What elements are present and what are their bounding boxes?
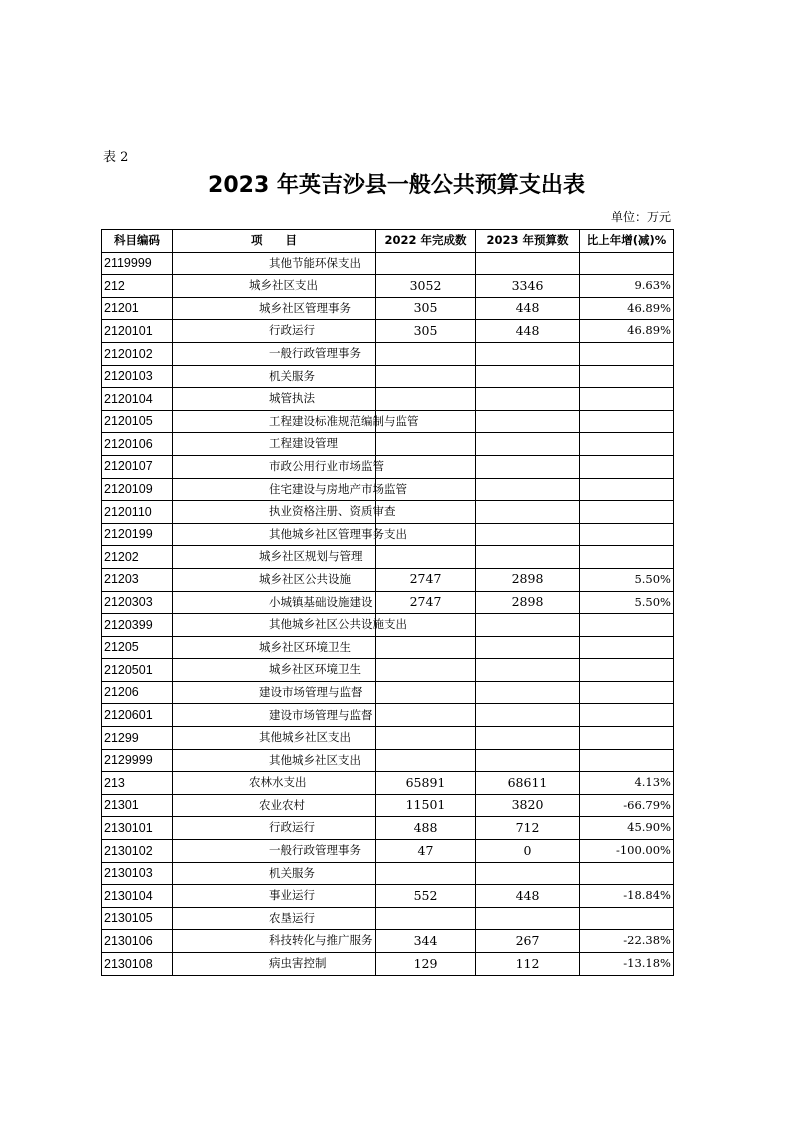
subject-code-cell: 21203 (102, 568, 173, 591)
table-row (102, 591, 674, 614)
item-name-cell: 其他城乡社区支出 (173, 727, 376, 750)
change-percent-cell (580, 388, 674, 411)
subject-code-cell: 21299 (102, 727, 173, 750)
change-percent-cell (580, 749, 674, 772)
budget-2023-cell (476, 478, 580, 501)
change-percent-cell: -100.00% (580, 840, 674, 863)
table-row (102, 907, 674, 930)
item-name-cell: 机关服务 (173, 862, 376, 885)
table-row (102, 749, 674, 772)
subject-code-cell: 2130103 (102, 862, 173, 885)
item-name-cell: 行政运行 (173, 817, 376, 840)
table-row (102, 320, 674, 343)
budget-2023-cell (476, 546, 580, 569)
change-percent-cell (580, 410, 674, 433)
change-percent-cell (580, 704, 674, 727)
change-percent-cell: 46.89% (580, 320, 674, 343)
table-row (102, 275, 674, 298)
subject-code-cell: 2120501 (102, 659, 173, 682)
subject-code-cell: 2120399 (102, 614, 173, 637)
budget-2023-cell (476, 704, 580, 727)
change-percent-cell (580, 659, 674, 682)
change-percent-cell (580, 252, 674, 275)
item-name-cell: 建设市场管理与监督 (173, 704, 376, 727)
change-percent-cell (580, 907, 674, 930)
budget-2023-cell (476, 455, 580, 478)
item-name-cell: 城乡社区公共设施 (173, 568, 376, 591)
table-header-row (102, 230, 674, 253)
budget-2023-cell (476, 388, 580, 411)
change-percent-cell: 4.13% (580, 772, 674, 795)
change-percent-cell (580, 478, 674, 501)
change-percent-cell: 45.90% (580, 817, 674, 840)
actual-2022-cell: 2747 (376, 591, 476, 614)
change-percent-cell: -18.84% (580, 885, 674, 908)
subject-code-cell: 21202 (102, 546, 173, 569)
subject-code-cell: 2130101 (102, 817, 173, 840)
subject-code-cell: 2130108 (102, 953, 173, 976)
subject-code-cell: 21206 (102, 681, 173, 704)
item-name-cell: 机关服务 (173, 365, 376, 388)
subject-code-cell: 2130102 (102, 840, 173, 863)
column-header-2022-actual: 2022 年完成数 (376, 230, 476, 253)
actual-2022-cell: 305 (376, 297, 476, 320)
column-header-change-percent: 比上年增(减)% (580, 230, 674, 253)
change-percent-cell: 5.50% (580, 591, 674, 614)
actual-2022-cell (376, 365, 476, 388)
change-percent-cell (580, 501, 674, 524)
table-row (102, 681, 674, 704)
actual-2022-cell (376, 704, 476, 727)
item-name-cell: 城乡社区支出 (173, 275, 376, 298)
item-name-cell: 其他节能环保支出 (173, 252, 376, 275)
budget-2023-cell (476, 252, 580, 275)
subject-code-cell: 2120199 (102, 523, 173, 546)
column-header-item: 项 目 (173, 230, 376, 253)
change-percent-cell: -66.79% (580, 794, 674, 817)
subject-code-cell: 2120109 (102, 478, 173, 501)
budget-2023-cell: 712 (476, 817, 580, 840)
budget-2023-cell: 2898 (476, 591, 580, 614)
subject-code-cell: 2120103 (102, 365, 173, 388)
actual-2022-cell: 344 (376, 930, 476, 953)
table-row (102, 568, 674, 591)
table-row (102, 410, 674, 433)
subject-code-cell: 2120601 (102, 704, 173, 727)
item-name-cell: 科技转化与推广服务 (173, 930, 376, 953)
item-name-cell: 建设市场管理与监督 (173, 681, 376, 704)
change-percent-cell: -13.18% (580, 953, 674, 976)
table-row (102, 772, 674, 795)
budget-2023-cell: 448 (476, 297, 580, 320)
table-body (102, 252, 674, 975)
change-percent-cell (580, 546, 674, 569)
table-row (102, 252, 674, 275)
budget-2023-cell (476, 862, 580, 885)
actual-2022-cell: 2747 (376, 568, 476, 591)
change-percent-cell (580, 681, 674, 704)
actual-2022-cell (376, 455, 476, 478)
table-row (102, 523, 674, 546)
actual-2022-cell: 552 (376, 885, 476, 908)
table-row (102, 342, 674, 365)
item-name-cell: 小城镇基础设施建设 (173, 591, 376, 614)
subject-code-cell: 2120110 (102, 501, 173, 524)
budget-2023-cell (476, 636, 580, 659)
budget-2023-cell: 267 (476, 930, 580, 953)
table-row (102, 727, 674, 750)
subject-code-cell: 2120105 (102, 410, 173, 433)
unit-label: 单位：万元 (610, 210, 671, 224)
change-percent-cell (580, 433, 674, 456)
subject-code-cell: 2130105 (102, 907, 173, 930)
column-header-code: 科目编码 (102, 230, 173, 253)
budget-expenditure-table (101, 229, 674, 976)
actual-2022-cell (376, 727, 476, 750)
subject-code-cell: 212 (102, 275, 173, 298)
item-name-cell: 事业运行 (173, 885, 376, 908)
actual-2022-cell (376, 636, 476, 659)
item-name-cell: 其他城乡社区公共设施支出 (173, 614, 376, 637)
budget-2023-cell: 112 (476, 953, 580, 976)
budget-2023-cell: 3820 (476, 794, 580, 817)
item-name-cell: 城乡社区环境卫生 (173, 636, 376, 659)
table-row (102, 817, 674, 840)
change-percent-cell (580, 614, 674, 637)
change-percent-cell (580, 523, 674, 546)
actual-2022-cell (376, 659, 476, 682)
item-name-cell: 其他城乡社区管理事务支出 (173, 523, 376, 546)
change-percent-cell (580, 342, 674, 365)
table-row (102, 862, 674, 885)
budget-2023-cell (476, 614, 580, 637)
column-header-2023-budget: 2023 年预算数 (476, 230, 580, 253)
page-title: 2023 年英吉沙县一般公共预算支出表 (208, 173, 585, 198)
actual-2022-cell (376, 342, 476, 365)
change-percent-cell: 5.50% (580, 568, 674, 591)
change-percent-cell: -22.38% (580, 930, 674, 953)
subject-code-cell: 2120102 (102, 342, 173, 365)
budget-2023-cell (476, 523, 580, 546)
actual-2022-cell: 305 (376, 320, 476, 343)
item-name-cell: 执业资格注册、资质审查 (173, 501, 376, 524)
subject-code-cell: 2130104 (102, 885, 173, 908)
subject-code-cell: 2129999 (102, 749, 173, 772)
item-name-cell: 城管执法 (173, 388, 376, 411)
item-name-cell: 一般行政管理事务 (173, 342, 376, 365)
item-name-cell: 城乡社区管理事务 (173, 297, 376, 320)
table-row (102, 297, 674, 320)
subject-code-cell: 21301 (102, 794, 173, 817)
subject-code-cell: 2119999 (102, 252, 173, 275)
change-percent-cell (580, 727, 674, 750)
subject-code-cell: 213 (102, 772, 173, 795)
table-row (102, 546, 674, 569)
budget-2023-cell (476, 410, 580, 433)
table-row (102, 794, 674, 817)
table-row (102, 659, 674, 682)
actual-2022-cell: 47 (376, 840, 476, 863)
table-row (102, 365, 674, 388)
actual-2022-cell (376, 681, 476, 704)
table-row (102, 478, 674, 501)
item-name-cell: 工程建设管理 (173, 433, 376, 456)
actual-2022-cell (376, 388, 476, 411)
actual-2022-cell: 65891 (376, 772, 476, 795)
item-name-cell: 住宅建设与房地产市场监管 (173, 478, 376, 501)
budget-2023-cell (476, 749, 580, 772)
subject-code-cell: 2120106 (102, 433, 173, 456)
actual-2022-cell (376, 862, 476, 885)
actual-2022-cell (376, 433, 476, 456)
item-name-cell: 一般行政管理事务 (173, 840, 376, 863)
item-name-cell: 行政运行 (173, 320, 376, 343)
change-percent-cell: 9.63% (580, 275, 674, 298)
table-row (102, 930, 674, 953)
change-percent-cell: 46.89% (580, 297, 674, 320)
actual-2022-cell: 129 (376, 953, 476, 976)
item-name-cell: 城乡社区环境卫生 (173, 659, 376, 682)
change-percent-cell (580, 636, 674, 659)
subject-code-cell: 2120107 (102, 455, 173, 478)
item-name-cell: 工程建设标准规范编制与监管 (173, 410, 376, 433)
item-name-cell: 农业农村 (173, 794, 376, 817)
table-row (102, 636, 674, 659)
budget-2023-cell (476, 907, 580, 930)
budget-2023-cell: 3346 (476, 275, 580, 298)
table-number-label: 表 2 (103, 150, 129, 165)
budget-2023-cell: 0 (476, 840, 580, 863)
budget-2023-cell: 68611 (476, 772, 580, 795)
actual-2022-cell: 488 (376, 817, 476, 840)
item-name-cell: 病虫害控制 (173, 953, 376, 976)
table-row (102, 953, 674, 976)
subject-code-cell: 2120303 (102, 591, 173, 614)
item-name-cell: 市政公用行业市场监管 (173, 455, 376, 478)
table-row (102, 704, 674, 727)
actual-2022-cell: 11501 (376, 794, 476, 817)
budget-2023-cell (476, 681, 580, 704)
subject-code-cell: 21201 (102, 297, 173, 320)
subject-code-cell: 2130106 (102, 930, 173, 953)
actual-2022-cell (376, 749, 476, 772)
actual-2022-cell (376, 546, 476, 569)
table-row (102, 388, 674, 411)
change-percent-cell (580, 862, 674, 885)
budget-2023-cell (476, 501, 580, 524)
table-row (102, 885, 674, 908)
table-row (102, 501, 674, 524)
budget-2023-cell (476, 342, 580, 365)
actual-2022-cell (376, 252, 476, 275)
table-row (102, 840, 674, 863)
subject-code-cell: 21205 (102, 636, 173, 659)
subject-code-cell: 2120104 (102, 388, 173, 411)
budget-2023-cell (476, 659, 580, 682)
budget-2023-cell (476, 433, 580, 456)
actual-2022-cell: 3052 (376, 275, 476, 298)
budget-2023-cell (476, 365, 580, 388)
item-name-cell: 其他城乡社区支出 (173, 749, 376, 772)
budget-2023-cell (476, 727, 580, 750)
subject-code-cell: 2120101 (102, 320, 173, 343)
change-percent-cell (580, 365, 674, 388)
budget-2023-cell: 448 (476, 885, 580, 908)
table-row (102, 433, 674, 456)
item-name-cell: 农垦运行 (173, 907, 376, 930)
table-row (102, 455, 674, 478)
change-percent-cell (580, 455, 674, 478)
item-name-cell: 城乡社区规划与管理 (173, 546, 376, 569)
actual-2022-cell (376, 907, 476, 930)
table-row (102, 614, 674, 637)
budget-2023-cell: 448 (476, 320, 580, 343)
budget-2023-cell: 2898 (476, 568, 580, 591)
item-name-cell: 农林水支出 (173, 772, 376, 795)
